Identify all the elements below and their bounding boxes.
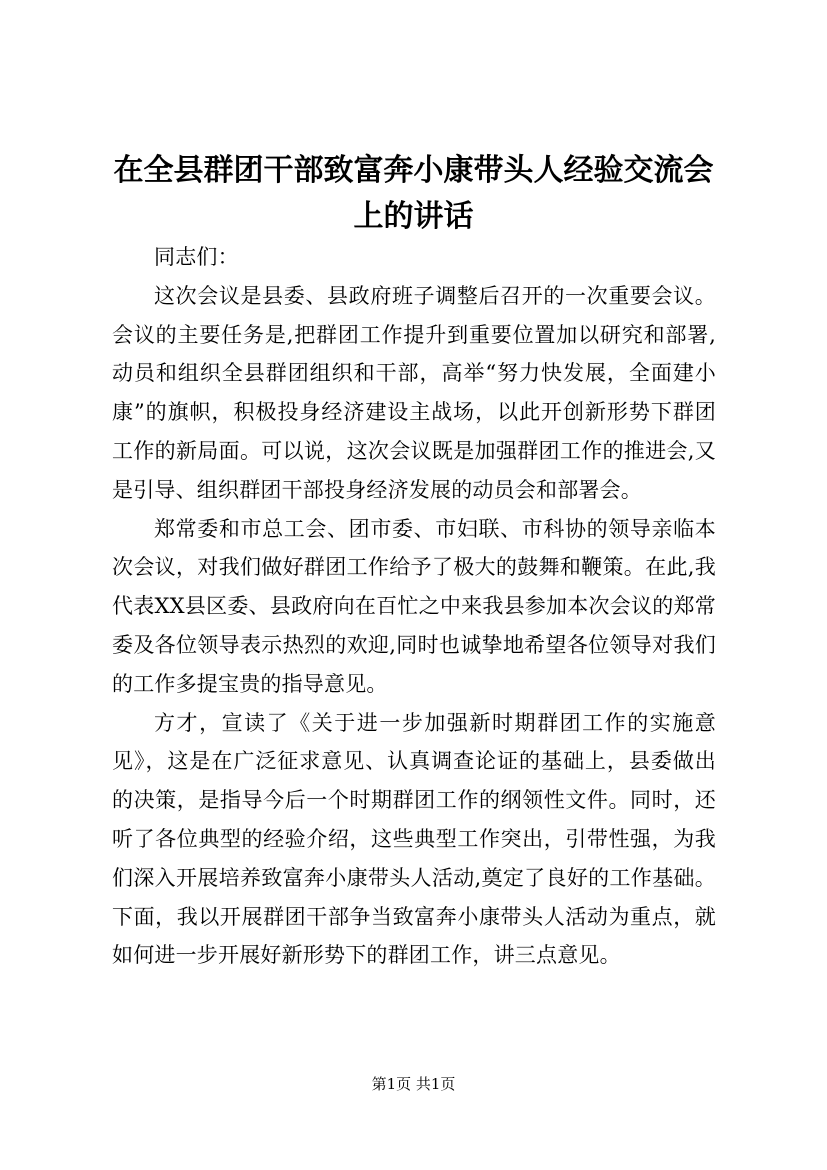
document-title: 在全县群团干部致富奔小康带头人经验交流会上的讲话: [113, 153, 714, 234]
paragraph-2: 郑常委和市总工会、团市委、市妇联、市科协的领导亲临本次会议，对我们做好群团工作给予了极大的鼓舞和鞭策。在此,我代表XX县区委、县政府向在百忙之中来我县参加本次会议的郑常委及各位领导表示热烈的欢迎,同时也诚挚地希望各位领导对我们的工作多提宝贵的指导意见。: [112, 516, 716, 696]
paragraph-1: 这次会议是县委、县政府班子调整后召开的一次重要会议。会议的主要任务是,把群团工作提升到重要位置加以研究和部署,动员和组织全县群团组织和干部，高举“努力快发展，全面建小康”的旗帜，积极投身经济建设主战场，以此开创新形势下群团工作的新局面。可以说，这次会议既是加强群团工作的推进会,又是引导、组织群团干部投身经济发展的动员会和部署会。: [112, 283, 716, 502]
page-footer: 第1页 共1页: [371, 1075, 456, 1093]
paragraph-3: 方才，宣读了《关于进一步加强新时期群团工作的实施意见》，这是在广泛征求意见、认真调查论证的基础上，县委做出的决策，是指导今后一个时期群团工作的纲领性文件。同时，还听了各位典型的经验介绍，这些典型工作突出，引带性强，为我们深入开展培养致富奔小康带头人活动,奠定了良好的工作基础。下面，我以开展群团干部争当致富奔小康带头人活动为重点，就如何进一步开展好新形势下的群团工作，讲三点意见。: [112, 710, 716, 968]
salutation: 同志们：: [154, 245, 239, 269]
document-body: [112, 238, 716, 975]
